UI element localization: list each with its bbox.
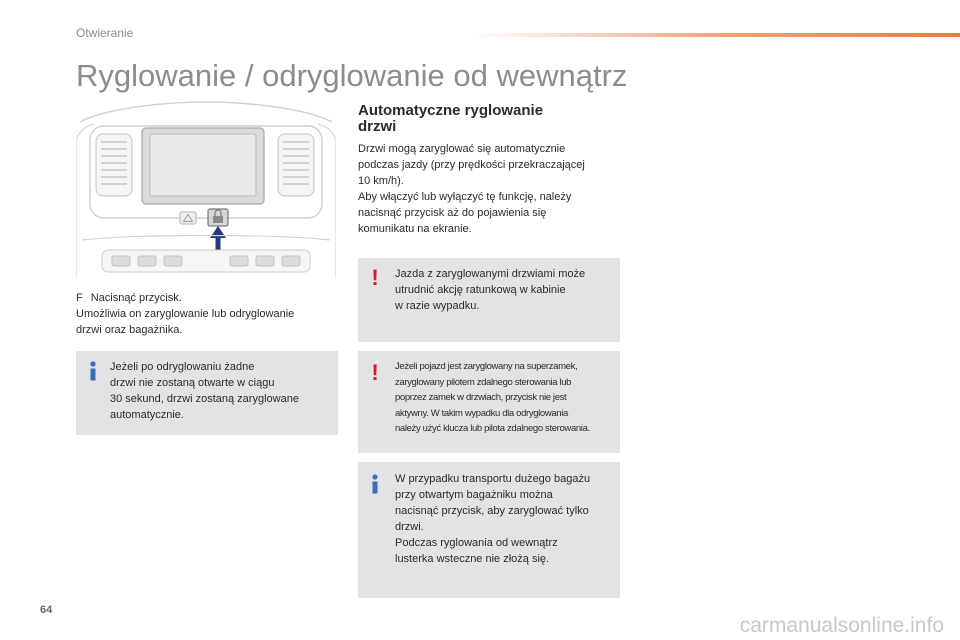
info-box [358,462,620,598]
warning-line: utrudnić akcję ratunkową w kabinie [395,284,566,296]
warning-box [358,351,620,453]
bullet-marker: F [76,292,83,304]
paragraph-line: 10 km/h). [358,175,404,187]
page-title: Ryglowanie / odryglowanie od wewnątrz [76,58,628,93]
info-line: nacisnąć przycisk, aby zaryglować tylko [395,505,589,517]
info-icon [369,474,381,494]
info-line: automatycznie. [110,409,184,421]
page-number: 64 [40,604,53,616]
paragraph-line: komunikatu na ekranie. [358,223,472,235]
warning-line: aktywny. W takim wypadku dla odryglowania [395,407,568,419]
bullet-instruction [76,290,338,338]
warning-line: poprzez zamek w drzwiach, przycisk nie jest [395,392,567,403]
description-line: drzwi oraz bagażnika. [76,324,183,336]
watermark: carmanualsonline.info [739,614,944,637]
info-line: W przypadku transportu dużego bagażu [395,473,591,485]
heading-line: drzwi [358,118,397,135]
warning-line: w razie wypadku. [395,300,480,312]
warning-line: Jazda z zaryglowanymi drzwiami może [395,268,586,280]
section-label: Otwieranie [76,26,134,40]
info-line: Jeżeli po odryglowaniu żadne [110,361,255,373]
info-line: lusterka wsteczne nie złożą się. [395,553,550,565]
info-line: 30 sekund, drzwi zostaną zaryglowane [110,393,299,405]
info-line: drzwi nie zostaną otwarte w ciągu [110,377,275,389]
bullet-label: Nacisnąć przycisk. [90,292,182,304]
info-icon [87,361,99,381]
heading-line: Automatyczne ryglowanie [358,102,544,119]
header-rule [470,33,960,37]
auto-lock-paragraph [358,141,620,237]
info-line: przy otwartym bagażniku można [395,489,553,501]
section-heading [358,103,620,135]
info-line: Podczas ryglowania od wewnątrz [395,537,558,549]
warning-line: zaryglowany pilotem zdalnego sterowania lub [395,376,572,388]
dashboard-illustration [76,100,336,278]
warning-line: należy użyć klucza lub pilota zdalnego sterowania. [395,423,590,434]
warning-box [358,258,620,342]
info-box [76,351,338,435]
warning-icon: ! [371,265,379,290]
paragraph-line: nacisnąć przycisk aż do pojawienia się [358,207,547,219]
paragraph-line: Drzwi mogą zaryglować się automatycznie [358,143,566,155]
paragraph-line: podczas jazdy (przy prędkości przekraczającej [358,159,585,171]
info-line: drzwi. [395,521,424,533]
paragraph-line: Aby włączyć lub wyłączyć tę funkcję, należy [358,191,572,203]
description-line: Umożliwia on zaryglowanie lub odryglowanie [76,308,295,320]
warning-line: Jeżeli pojazd jest zaryglowany na superzamek, [395,361,578,372]
warning-icon: ! [371,360,379,385]
